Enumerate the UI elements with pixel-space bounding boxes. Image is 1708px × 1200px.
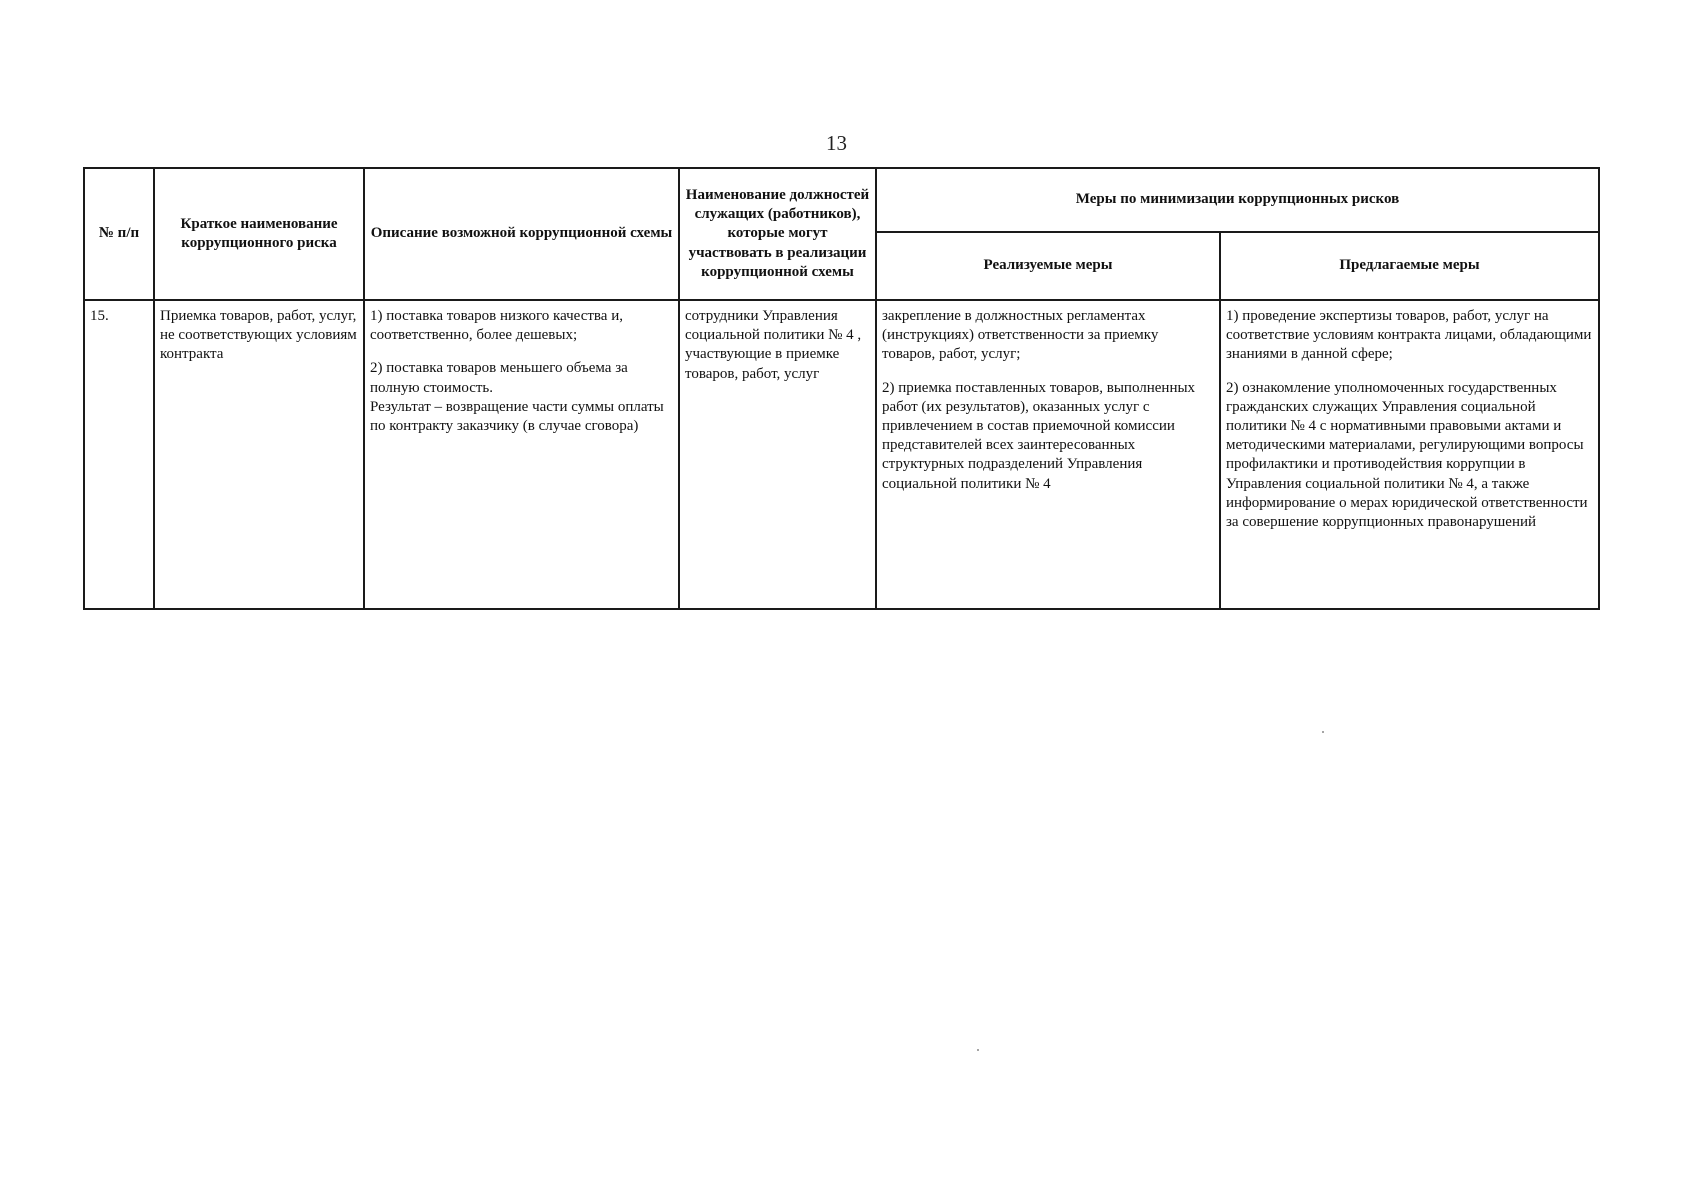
proposed-measures-cell <box>1220 300 1599 609</box>
table-row <box>84 300 1599 609</box>
header-risk-name: Краткое наименование коррупционного риска <box>154 168 364 300</box>
corruption-risk-table <box>83 167 1600 610</box>
header-implemented-measures: Реализуемые меры <box>876 232 1220 300</box>
implemented-measures-cell <box>876 300 1220 609</box>
header-num: № п/п <box>84 168 154 300</box>
risk-name-cell: Приемка товаров, работ, услуг, не соответствующих условиям контракта <box>154 300 364 609</box>
scan-speck <box>1322 731 1324 733</box>
scheme-item-2: 2) поставка товаров меньшего объема за полную стоимость. <box>370 360 628 396</box>
header-row-main <box>84 168 1599 232</box>
scheme-item-1: 1) поставка товаров низкого качества и, соответственно, более дешевых; <box>370 308 623 344</box>
header-positions: Наименование должностей служащих (работников), которые могут участвовать в реализации коррупционной схемы <box>679 168 876 300</box>
scheme-description-cell <box>364 300 679 609</box>
implemented-measure-1: закрепление в должностных регламентах (инструкциях) ответственности за приемку товаров, работ, услуг; <box>882 308 1159 363</box>
header-proposed-measures: Предлагаемые меры <box>1220 232 1599 300</box>
scan-speck <box>977 1049 979 1051</box>
proposed-measure-2: 2) ознакомление уполномоченных государственных гражданских служащих Управления социальной политики № 4 с нормативными правовыми актами и методическими материалами, регулирующими вопросы профилактики и противодействия коррупции в Управления социальной политики № 4, а также информирование о мерах юридической ответственности за совершение коррупционных правонарушений <box>1226 379 1588 530</box>
header-measures: Меры по минимизации коррупционных рисков <box>876 168 1599 232</box>
page-number: 13 <box>826 131 847 155</box>
header-scheme-description: Описание возможной коррупционной схемы <box>364 168 679 300</box>
positions-cell: сотрудники Управления социальной политики № 4 , участвующие в приемке товаров, работ, услуг <box>679 300 876 609</box>
scheme-result: Результат – возвращение части суммы оплаты по контракту заказчику (в случае сговора) <box>370 398 664 434</box>
row-number: 15. <box>84 300 154 609</box>
proposed-measure-1: 1) проведение экспертизы товаров, работ, услуг на соответствие условиям контракта лицами, обладающими знаниями в данной сфере; <box>1226 308 1592 363</box>
implemented-measure-2: 2) приемка поставленных товаров, выполненных работ (их результатов), оказанных услуг с привлечением в состав приемочной комиссии представителей всех заинтересованных структурных подразделений Управления социальной политики № 4 <box>882 379 1196 492</box>
